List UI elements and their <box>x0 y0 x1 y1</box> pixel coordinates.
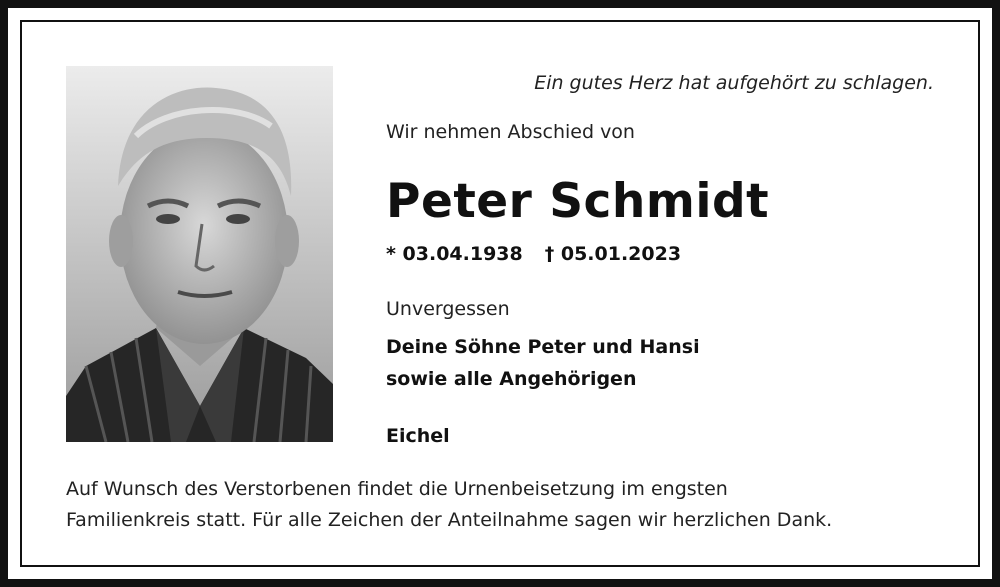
motto: Ein gutes Herz hat aufgehört zu schlagen. <box>534 72 934 94</box>
death-date: † 05.01.2023 <box>544 243 682 265</box>
unforgotten-label: Unvergessen <box>386 298 510 320</box>
family-line-1: Deine Söhne Peter und Hansi <box>386 336 700 358</box>
deceased-name: Peter Schmidt <box>386 174 770 229</box>
funeral-note-line-2: Familienkreis statt. Für alle Zeichen der Anteilnahme sagen wir herzlichen Dank. <box>66 509 833 531</box>
family-line-2: sowie alle Angehörigen <box>386 368 637 390</box>
portrait-illustration <box>66 66 333 442</box>
birth-date: * 03.04.1938 <box>386 243 523 265</box>
portrait-photo <box>66 66 333 442</box>
funeral-note-line-1: Auf Wunsch des Verstorbenen findet die Urnenbeisetzung im engsten <box>66 478 728 500</box>
farewell-intro: Wir nehmen Abschied von <box>386 121 635 143</box>
life-dates <box>386 243 681 265</box>
place-name: Eichel <box>386 425 450 447</box>
